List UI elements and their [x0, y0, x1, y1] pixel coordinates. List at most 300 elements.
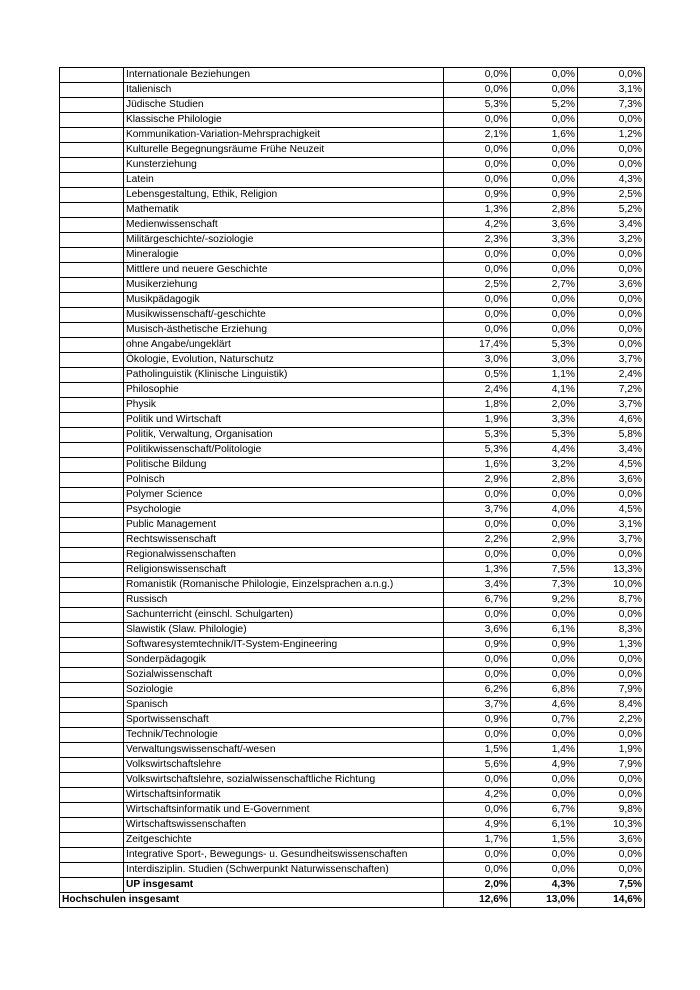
value-1: 3,7% [444, 698, 511, 713]
value-2: 0,0% [511, 773, 578, 788]
group-cell [60, 623, 124, 638]
subject-name: Patholinguistik (Klinische Linguistik) [124, 368, 444, 383]
table-row [60, 683, 645, 698]
subject-name: Volkswirtschaftslehre [124, 758, 444, 773]
value-3: 0,0% [578, 488, 645, 503]
table-row [60, 83, 645, 98]
table-row [60, 98, 645, 113]
group-cell [60, 203, 124, 218]
value-2: 0,0% [511, 248, 578, 263]
table-row [60, 833, 645, 848]
value-1: 0,0% [444, 83, 511, 98]
group-cell [60, 143, 124, 158]
group-cell [60, 218, 124, 233]
value-2: 0,0% [511, 263, 578, 278]
value-1: 5,3% [444, 428, 511, 443]
value-3: 0,0% [578, 773, 645, 788]
value-3: 3,4% [578, 218, 645, 233]
subject-name: Jüdische Studien [124, 98, 444, 113]
value-3: 8,4% [578, 698, 645, 713]
value-2: 0,0% [511, 308, 578, 323]
group-cell [60, 533, 124, 548]
table-row [60, 803, 645, 818]
value-3: 13,3% [578, 563, 645, 578]
value-3: 4,5% [578, 503, 645, 518]
value-3: 7,2% [578, 383, 645, 398]
value-1: 3,0% [444, 353, 511, 368]
value-1: 2,5% [444, 278, 511, 293]
subject-name: Rechtswissenschaft [124, 533, 444, 548]
group-cell [60, 878, 124, 893]
table-row [60, 773, 645, 788]
table-row [60, 248, 645, 263]
group-cell [60, 638, 124, 653]
value-3: 0,0% [578, 848, 645, 863]
group-cell [60, 503, 124, 518]
subject-name: Kommunikation-Variation-Mehrsprachigkeit [124, 128, 444, 143]
value-1: 0,0% [444, 608, 511, 623]
grand-total-value-2: 13,0% [511, 893, 578, 908]
value-3: 3,1% [578, 83, 645, 98]
subject-name: Psychologie [124, 503, 444, 518]
value-3: 3,7% [578, 398, 645, 413]
value-1: 2,9% [444, 473, 511, 488]
value-2: 0,7% [511, 713, 578, 728]
value-1: 0,0% [444, 653, 511, 668]
table-row [60, 188, 645, 203]
value-3: 3,2% [578, 233, 645, 248]
subject-name: Mineralogie [124, 248, 444, 263]
group-cell [60, 578, 124, 593]
value-1: 4,2% [444, 788, 511, 803]
group-cell [60, 323, 124, 338]
subject-name: Zeitgeschichte [124, 833, 444, 848]
value-2: 0,0% [511, 728, 578, 743]
value-2: 4,1% [511, 383, 578, 398]
subject-name: Politik und Wirtschaft [124, 413, 444, 428]
value-1: 0,0% [444, 488, 511, 503]
group-cell [60, 383, 124, 398]
group-cell [60, 308, 124, 323]
subject-name: Physik [124, 398, 444, 413]
value-2: 0,9% [511, 638, 578, 653]
subject-name: Politikwissenschaft/Politologie [124, 443, 444, 458]
group-cell [60, 488, 124, 503]
value-1: 6,2% [444, 683, 511, 698]
value-1: 0,5% [444, 368, 511, 383]
group-cell [60, 818, 124, 833]
value-3: 3,6% [578, 278, 645, 293]
table-row [60, 608, 645, 623]
group-cell [60, 668, 124, 683]
value-2: 6,1% [511, 623, 578, 638]
value-3: 5,8% [578, 428, 645, 443]
table-row [60, 503, 645, 518]
value-3: 2,5% [578, 188, 645, 203]
value-2: 6,1% [511, 818, 578, 833]
value-3: 7,9% [578, 683, 645, 698]
subject-name: Ökologie, Evolution, Naturschutz [124, 353, 444, 368]
subject-name: Sozialwissenschaft [124, 668, 444, 683]
value-3: 0,0% [578, 68, 645, 83]
table-row [60, 818, 645, 833]
value-1: 0,0% [444, 518, 511, 533]
value-3: 0,0% [578, 323, 645, 338]
value-3: 0,0% [578, 308, 645, 323]
subject-name: Musisch-ästhetische Erziehung [124, 323, 444, 338]
value-3: 9,8% [578, 803, 645, 818]
value-1: 0,9% [444, 638, 511, 653]
value-2: 0,0% [511, 863, 578, 878]
value-3: 0,0% [578, 788, 645, 803]
group-cell [60, 863, 124, 878]
group-cell [60, 338, 124, 353]
subject-name: Militärgeschichte/-soziologie [124, 233, 444, 248]
table-row [60, 218, 645, 233]
subject-name: Lebensgestaltung, Ethik, Religion [124, 188, 444, 203]
value-1: 0,0% [444, 173, 511, 188]
group-cell [60, 173, 124, 188]
value-2: 9,2% [511, 593, 578, 608]
value-3: 4,6% [578, 413, 645, 428]
subject-name: Politische Bildung [124, 458, 444, 473]
table-row [60, 398, 645, 413]
value-2: 0,0% [511, 68, 578, 83]
table-row [60, 368, 645, 383]
value-2: 0,0% [511, 488, 578, 503]
table-body [60, 68, 645, 878]
table-row [60, 623, 645, 638]
subject-name: Soziologie [124, 683, 444, 698]
table-row [60, 428, 645, 443]
group-cell [60, 368, 124, 383]
table-row [60, 443, 645, 458]
subject-name: Medienwissenschaft [124, 218, 444, 233]
value-3: 7,9% [578, 758, 645, 773]
value-3: 7,3% [578, 98, 645, 113]
group-cell [60, 458, 124, 473]
subject-name: Verwaltungswissenschaft/-wesen [124, 743, 444, 758]
value-2: 0,0% [511, 848, 578, 863]
group-cell [60, 788, 124, 803]
value-1: 0,0% [444, 293, 511, 308]
value-1: 0,0% [444, 863, 511, 878]
subject-name: Wirtschaftsinformatik [124, 788, 444, 803]
value-2: 1,6% [511, 128, 578, 143]
value-1: 4,9% [444, 818, 511, 833]
value-3: 0,0% [578, 113, 645, 128]
subject-name: Latein [124, 173, 444, 188]
subject-name: Russisch [124, 593, 444, 608]
group-cell [60, 473, 124, 488]
table-row [60, 743, 645, 758]
value-1: 1,8% [444, 398, 511, 413]
subject-name: Musikpädagogik [124, 293, 444, 308]
value-2: 0,0% [511, 158, 578, 173]
subject-name: Wirtschaftsinformatik und E-Government [124, 803, 444, 818]
subject-name: Religionswissenschaft [124, 563, 444, 578]
subject-name: Politik, Verwaltung, Organisation [124, 428, 444, 443]
subject-name: Interdisziplin. Studien (Schwerpunkt Naturwissenschaften) [124, 863, 444, 878]
subject-name: Regionalwissenschaften [124, 548, 444, 563]
subject-name: Slawistik (Slaw. Philologie) [124, 623, 444, 638]
subject-name: Sportwissenschaft [124, 713, 444, 728]
subject-name: Public Management [124, 518, 444, 533]
value-2: 0,0% [511, 518, 578, 533]
subject-name: Musikerziehung [124, 278, 444, 293]
value-2: 4,4% [511, 443, 578, 458]
table-row [60, 113, 645, 128]
value-1: 2,4% [444, 383, 511, 398]
group-cell [60, 728, 124, 743]
grand-total-value-3: 14,6% [578, 893, 645, 908]
subject-name: Klassische Philologie [124, 113, 444, 128]
value-3: 1,3% [578, 638, 645, 653]
table-row [60, 593, 645, 608]
grand-total-value-1: 12,6% [444, 893, 511, 908]
value-1: 0,0% [444, 668, 511, 683]
value-2: 5,3% [511, 338, 578, 353]
subject-name: ohne Angabe/ungeklärt [124, 338, 444, 353]
table-row [60, 143, 645, 158]
table-row [60, 128, 645, 143]
up-total-value-1: 2,0% [444, 878, 511, 893]
value-1: 2,2% [444, 533, 511, 548]
value-1: 4,2% [444, 218, 511, 233]
table-row [60, 263, 645, 278]
table-row [60, 353, 645, 368]
value-2: 5,3% [511, 428, 578, 443]
subject-name: Wirtschaftswissenschaften [124, 818, 444, 833]
table-row [60, 473, 645, 488]
value-1: 1,7% [444, 833, 511, 848]
value-2: 0,0% [511, 173, 578, 188]
group-cell [60, 848, 124, 863]
value-2: 0,0% [511, 143, 578, 158]
value-3: 0,0% [578, 293, 645, 308]
value-3: 3,6% [578, 833, 645, 848]
group-cell [60, 773, 124, 788]
value-1: 2,1% [444, 128, 511, 143]
group-cell [60, 563, 124, 578]
group-cell [60, 743, 124, 758]
table-row [60, 278, 645, 293]
value-2: 4,9% [511, 758, 578, 773]
value-2: 0,0% [511, 113, 578, 128]
value-1: 0,0% [444, 773, 511, 788]
group-cell [60, 83, 124, 98]
up-total-value-2: 4,3% [511, 878, 578, 893]
value-2: 3,0% [511, 353, 578, 368]
table-row [60, 863, 645, 878]
value-3: 8,3% [578, 623, 645, 638]
value-3: 0,0% [578, 263, 645, 278]
value-2: 0,0% [511, 548, 578, 563]
group-cell [60, 263, 124, 278]
subject-name: Mathematik [124, 203, 444, 218]
group-cell [60, 188, 124, 203]
value-3: 5,2% [578, 203, 645, 218]
subject-name: Kulturelle Begegnungsräume Frühe Neuzeit [124, 143, 444, 158]
group-cell [60, 803, 124, 818]
table-row [60, 68, 645, 83]
value-3: 3,4% [578, 443, 645, 458]
value-2: 2,8% [511, 203, 578, 218]
table-row [60, 728, 645, 743]
value-1: 0,0% [444, 308, 511, 323]
subject-name: Internationale Beziehungen [124, 68, 444, 83]
value-2: 6,7% [511, 803, 578, 818]
value-1: 1,3% [444, 563, 511, 578]
value-3: 3,7% [578, 353, 645, 368]
table-row [60, 563, 645, 578]
table-row [60, 578, 645, 593]
subject-name: Mittlere und neuere Geschichte [124, 263, 444, 278]
subject-name: Romanistik (Romanische Philologie, Einzelsprachen a.n.g.) [124, 578, 444, 593]
table-row [60, 518, 645, 533]
table-row [60, 203, 645, 218]
value-2: 4,6% [511, 698, 578, 713]
table-row [60, 548, 645, 563]
value-3: 0,0% [578, 728, 645, 743]
grand-total-row [60, 893, 645, 908]
value-3: 1,9% [578, 743, 645, 758]
value-1: 0,0% [444, 158, 511, 173]
value-1: 1,3% [444, 203, 511, 218]
value-3: 3,1% [578, 518, 645, 533]
value-1: 0,0% [444, 803, 511, 818]
value-1: 0,0% [444, 323, 511, 338]
table-row [60, 323, 645, 338]
table-row [60, 758, 645, 773]
value-1: 0,0% [444, 68, 511, 83]
table-row [60, 173, 645, 188]
value-1: 3,6% [444, 623, 511, 638]
value-1: 1,6% [444, 458, 511, 473]
statistics-table [59, 67, 645, 908]
value-1: 6,7% [444, 593, 511, 608]
value-2: 3,2% [511, 458, 578, 473]
subject-name: Integrative Sport-, Bewegungs- u. Gesundheitswissenschaften [124, 848, 444, 863]
value-3: 8,7% [578, 593, 645, 608]
subject-name: Philosophie [124, 383, 444, 398]
group-cell [60, 683, 124, 698]
value-2: 0,0% [511, 788, 578, 803]
value-1: 0,9% [444, 713, 511, 728]
table-row [60, 158, 645, 173]
group-cell [60, 68, 124, 83]
group-cell [60, 833, 124, 848]
subject-name: Softwaresystemtechnik/IT-System-Engineering [124, 638, 444, 653]
subject-name: Spanisch [124, 698, 444, 713]
table-row [60, 638, 645, 653]
group-cell [60, 353, 124, 368]
group-cell [60, 233, 124, 248]
value-3: 0,0% [578, 668, 645, 683]
value-1: 1,9% [444, 413, 511, 428]
value-2: 0,0% [511, 293, 578, 308]
value-2: 3,6% [511, 218, 578, 233]
group-cell [60, 713, 124, 728]
group-cell [60, 98, 124, 113]
value-3: 0,0% [578, 338, 645, 353]
subject-name: Kunsterziehung [124, 158, 444, 173]
value-2: 0,9% [511, 188, 578, 203]
value-2: 0,0% [511, 608, 578, 623]
table-row [60, 293, 645, 308]
value-2: 6,8% [511, 683, 578, 698]
value-3: 1,2% [578, 128, 645, 143]
value-3: 0,0% [578, 608, 645, 623]
value-2: 7,3% [511, 578, 578, 593]
subject-name: Technik/Technologie [124, 728, 444, 743]
group-cell [60, 398, 124, 413]
value-1: 0,0% [444, 248, 511, 263]
group-cell [60, 413, 124, 428]
table-row [60, 848, 645, 863]
value-2: 1,1% [511, 368, 578, 383]
value-3: 0,0% [578, 158, 645, 173]
value-1: 2,3% [444, 233, 511, 248]
value-3: 3,6% [578, 473, 645, 488]
up-total-value-3: 7,5% [578, 878, 645, 893]
group-cell [60, 548, 124, 563]
value-2: 3,3% [511, 413, 578, 428]
value-2: 0,0% [511, 323, 578, 338]
value-1: 3,7% [444, 503, 511, 518]
value-2: 7,5% [511, 563, 578, 578]
table-row [60, 338, 645, 353]
table-row [60, 668, 645, 683]
group-cell [60, 278, 124, 293]
value-1: 17,4% [444, 338, 511, 353]
value-2: 4,0% [511, 503, 578, 518]
table-row [60, 488, 645, 503]
value-3: 0,0% [578, 548, 645, 563]
subject-name: Polymer Science [124, 488, 444, 503]
group-cell [60, 443, 124, 458]
value-3: 3,7% [578, 533, 645, 548]
grand-total-label: Hochschulen insgesamt [60, 893, 444, 908]
table-row [60, 713, 645, 728]
table-totals [60, 878, 645, 908]
subject-name: Volkswirtschaftslehre, sozialwissenschaftliche Richtung [124, 773, 444, 788]
group-cell [60, 158, 124, 173]
value-1: 0,0% [444, 848, 511, 863]
table-row [60, 533, 645, 548]
subject-name: Italienisch [124, 83, 444, 98]
value-1: 0,0% [444, 113, 511, 128]
group-cell [60, 518, 124, 533]
subject-name: Sonderpädagogik [124, 653, 444, 668]
value-2: 2,9% [511, 533, 578, 548]
table-row [60, 383, 645, 398]
value-3: 0,0% [578, 863, 645, 878]
value-2: 5,2% [511, 98, 578, 113]
value-3: 10,3% [578, 818, 645, 833]
table-row [60, 788, 645, 803]
table-row [60, 458, 645, 473]
value-2: 2,0% [511, 398, 578, 413]
subject-name: Polnisch [124, 473, 444, 488]
table-row [60, 233, 645, 248]
value-3: 10,0% [578, 578, 645, 593]
group-cell [60, 653, 124, 668]
value-1: 0,0% [444, 143, 511, 158]
value-1: 0,0% [444, 263, 511, 278]
value-2: 3,3% [511, 233, 578, 248]
group-cell [60, 608, 124, 623]
